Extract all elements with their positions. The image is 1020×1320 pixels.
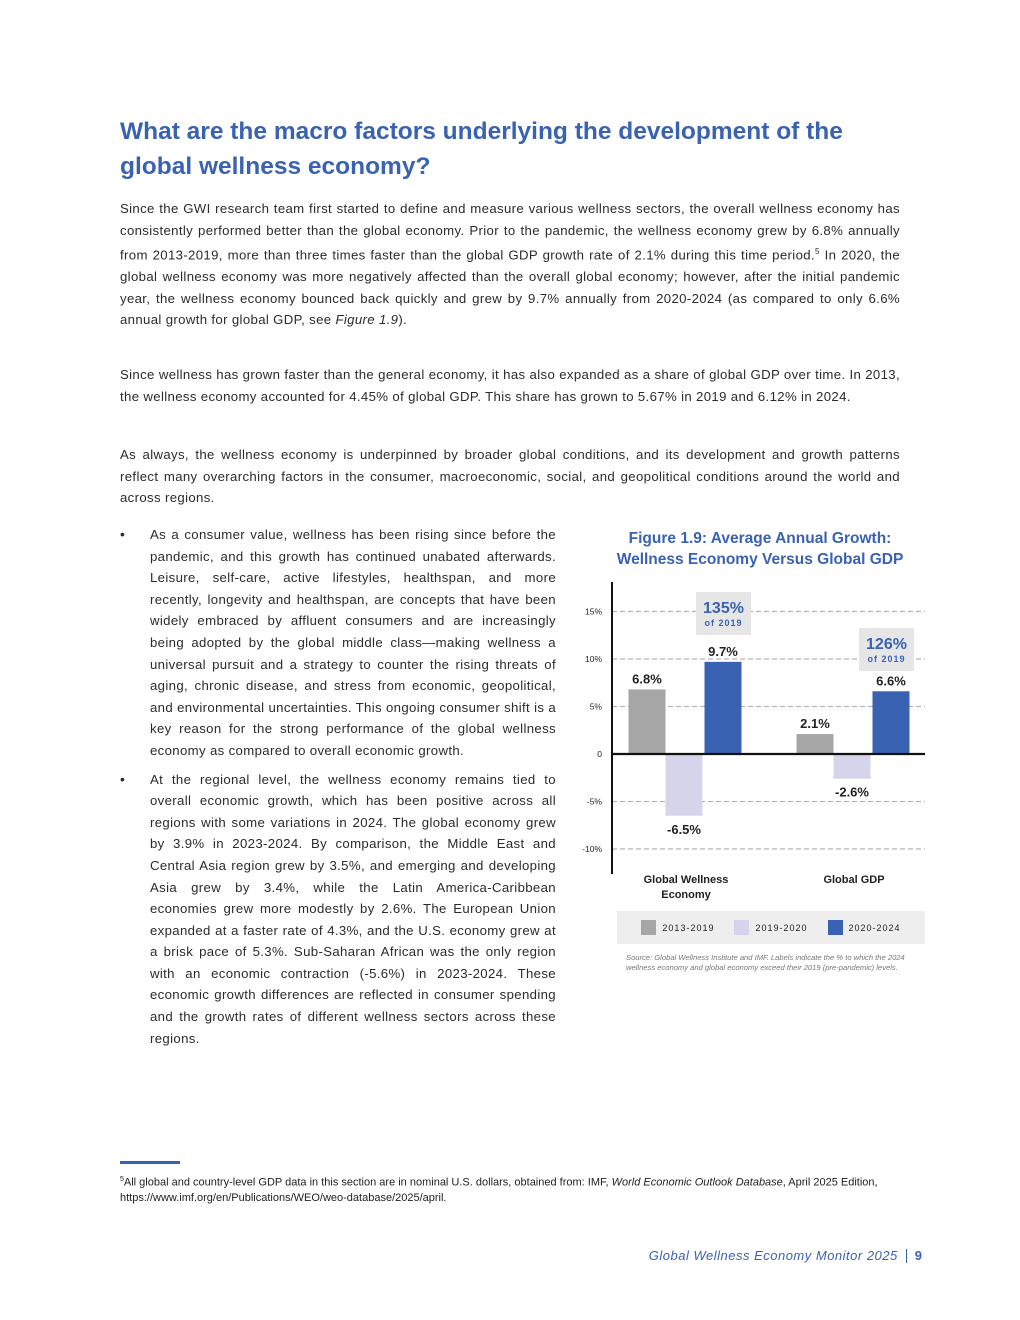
bullet-list — [120, 524, 556, 1056]
paragraph-1-text-b: In 2020, the global wellness economy was more negatively affected than the overall global economy; however, after the initial pandemic year, the wellness economy bounced back quickly and grew by 9.7% annually from 2020-2024 (as compared to only 6.6% annual growth for global GDP, see — [120, 247, 901, 328]
footer-separator — [906, 1249, 907, 1263]
bar-data-label: 6.8% — [632, 671, 662, 687]
page-footer — [649, 1248, 922, 1263]
growth-bar-chart — [570, 572, 930, 907]
bar-data-label: -6.5% — [667, 821, 701, 837]
footnote-text-b: , April 2025 Edition, https://www.imf.org/en/Publications/WEO/weo-database/2025/april. — [120, 1176, 878, 1204]
legend-label: 2013-2019 — [662, 922, 715, 933]
callout-value: 135% — [703, 600, 744, 617]
bar-data-label: -2.6% — [835, 784, 869, 800]
footnote-text-a: All global and country-level GDP data in this section are in nominal U.S. dollars, obtained from: IMF, — [123, 1176, 612, 1189]
bullet-marker: • — [120, 770, 125, 787]
bullet-text: At the regional level, the wellness economy remains tied to overall economic growth, which has been positive across all regions with some variations in 2024. The global economy grew by 3.9% in 2023-2024. By comparison, the Middle East and Central Asia region grew by 3.5%, and emerging and developing Asia grew by 3.4%, while the Latin America-Caribbean economies grew more modestly by 2.6%. The European Union expanded at a faster rate of 4.3%, and the U.S. economy grew at a brisk pace of 5.3%. Sub-Saharan African was the only region with an economic contraction (-5.6%) in 2023-2024. These economic growth differences are reflected in consumer spending and the growth rates of different wellness sectors across these regions. — [150, 771, 556, 1046]
legend-item — [734, 920, 807, 935]
footnote-divider — [120, 1161, 180, 1164]
bar-2020-2024 — [873, 691, 910, 754]
y-tick-label: 0 — [597, 749, 602, 759]
bar-data-label: 2.1% — [800, 716, 830, 732]
page-number: 9 — [914, 1248, 922, 1263]
y-tick-label: -5% — [586, 796, 602, 807]
legend-label: 2019-2020 — [755, 922, 808, 933]
footnote-source-title: World Economic Outlook Database — [611, 1176, 783, 1189]
legend-label: 2020-2024 — [848, 922, 901, 933]
bullet-marker: • — [120, 526, 125, 542]
figure-title — [590, 528, 930, 570]
bar-2013-2019 — [629, 689, 666, 754]
bar-2019-2020 — [834, 754, 871, 779]
page-heading: What are the macro factors underlying the development of the global wellness economy? — [120, 118, 843, 180]
x-category-label: Economy — [661, 889, 711, 901]
figure-source: Source: Global Wellness Institute and IMF. Labels indicate the % to which the 2024 wellness economy and global economy exceed their 2019 (pre-pandemic) levels. — [626, 953, 905, 972]
figure-title-line-1: Figure 1.9: Average Annual Growth: — [628, 530, 892, 547]
y-tick-label: 15% — [584, 606, 602, 617]
callout-note: of 2019 — [867, 654, 906, 664]
legend-swatch — [828, 920, 843, 935]
legend-item — [828, 920, 901, 935]
bar-data-label: 9.7% — [708, 643, 738, 659]
callout-value: 126% — [866, 636, 907, 653]
y-tick-label: 10% — [584, 654, 602, 664]
legend-item — [641, 920, 714, 935]
paragraph-1-text-a: Since the GWI research team first started to define and measure various wellness sectors, the overall wellness economy has consistently performed better than the global economy. Prior to the pandemic, the wellness economy grew by 6.8% annually from 2013-2019, more than three times faster than the global GDP growth rate of 2.1% during this time period. — [120, 201, 900, 263]
legend-swatch — [734, 920, 749, 935]
footnote — [120, 1172, 880, 1206]
paragraph-1-text-c: ). — [398, 312, 408, 328]
bar-2013-2019 — [797, 734, 834, 754]
footer-title: Global Wellness Economy Monitor 2025 — [648, 1248, 898, 1263]
paragraph-3: As always, the wellness economy is underpinned by broader global conditions, and its development and growth patterns reflect many overarching factors in the consumer, macroeconomic, social, and geopolitical conditions around the world and across regions. — [120, 447, 900, 506]
figure-ref: Figure 1.9 — [335, 312, 399, 328]
bar-2020-2024 — [705, 662, 742, 754]
bar-2019-2020 — [666, 754, 703, 816]
bullet-text: As a consumer value, wellness has been rising since before the pandemic, and this growth has continued unabated afterwards. Leisure, self-care, active lifestyles, healthspan, and more recently, longevity and healthspan, are concepts that have been widely embraced by affluent consumers and are increasingly being adopted by the global middle class—making wellness a universal pursuit and a strategy to counter the rising threats of aging, chronic disease, and stress from economic, geopolitical, and environmental uncertainties. This ongoing consumer shift is a key reason for the strong performance of the global wellness economy as compared to overall economic growth. — [150, 527, 556, 758]
footnote-ref[interactable]: 5 — [814, 247, 820, 257]
chart-legend — [617, 911, 925, 944]
legend-swatch — [641, 920, 656, 935]
figure-title-line-2: Wellness Economy Versus Global GDP — [616, 551, 904, 568]
bar-data-label: 6.6% — [876, 673, 906, 689]
x-category-label: Global Wellness — [643, 874, 729, 886]
bullet-item — [120, 769, 556, 1050]
y-tick-label: 5% — [589, 701, 602, 712]
callout-note: of 2019 — [704, 618, 743, 628]
paragraph-1 — [120, 198, 900, 331]
bullet-item — [120, 524, 556, 762]
footnote-marker: 5 — [120, 1176, 124, 1183]
y-tick-label: -10% — [582, 844, 602, 854]
paragraph-2: Since wellness has grown faster than the general economy, it has also expanded as a share of global GDP over time. In 2013, the wellness economy accounted for 4.45% of global GDP. This share has grown to 5.67% in 2019 and 6.12% in 2024. — [120, 367, 900, 404]
x-category-label: Global GDP — [823, 874, 885, 886]
